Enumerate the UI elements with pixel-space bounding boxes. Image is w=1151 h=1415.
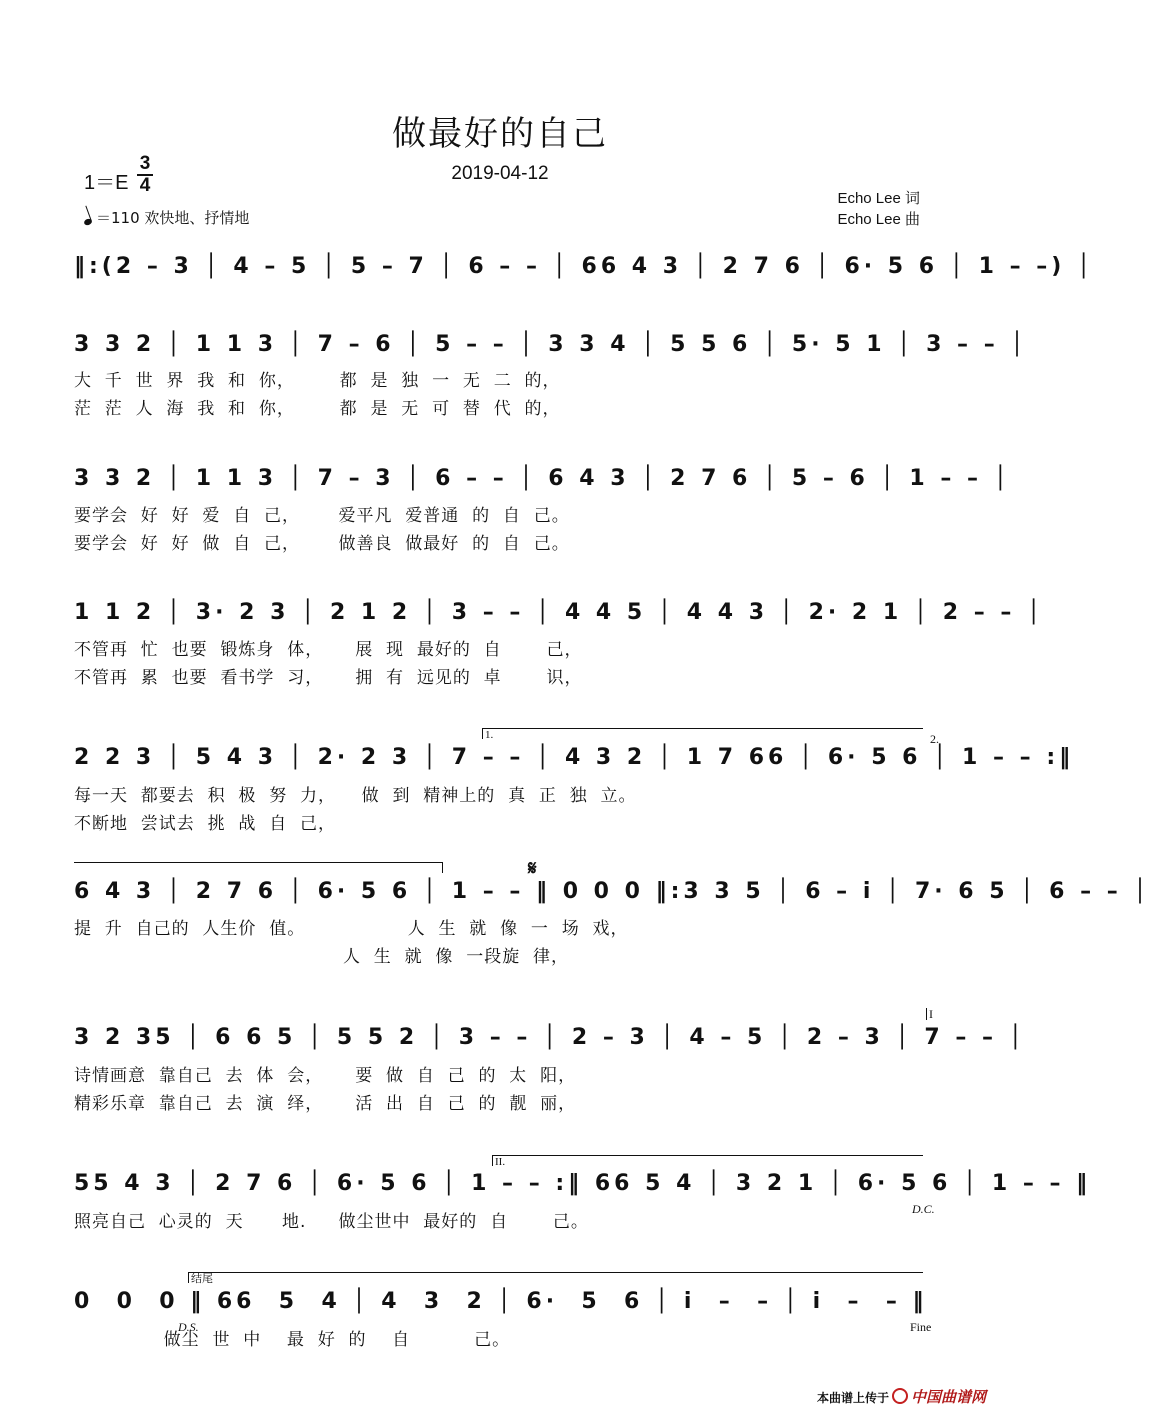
notation-line: 2 2 3 │ 5 4 3 │ 2· 2 3 │ 7 – – │ 4 3 2 │ 1 7 66 │ 6· 5 6 │ 1 – – :‖ <box>74 745 1075 770</box>
key-signature: 1＝E <box>84 172 129 194</box>
lyric-line: 不断地 尝试去 挑 战 自 己， <box>74 814 337 834</box>
lyric-line: 人 生 就 像 一段旋 律， <box>74 947 569 967</box>
notation-line: ‖:(2 – 3 │ 4 – 5 │ 5 – 7 │ 6 – – │ 66 4 3 │ 2 7 6 │ 6· 5 6 │ 1 – –) │ <box>74 254 1095 279</box>
lyric-line: 大 千 世 界 我 和 你， 都 是 独 一 无 二 的， <box>74 371 561 391</box>
notation-line: 55 4 3 │ 2 7 6 │ 6· 5 6 │ 1 – – :‖ 66 5 4 │ 3 2 1 │ 6· 5 6 │ 1 – – ‖ <box>74 1171 1092 1196</box>
page-title: 做最好的自己 <box>392 114 608 154</box>
lyric-line: 提 升 自己的 人生价 值。 人 生 就 像 一 场 戏， <box>74 919 629 939</box>
time-signature <box>136 154 154 196</box>
notation-line: 3 3 2 │ 1 1 3 │ 7 – 6 │ 5 – – │ 3 3 4 │ 5 5 6 │ 5· 5 1 │ 3 – – │ <box>74 332 1028 357</box>
volta-bracket-1: 1. <box>482 728 923 739</box>
dc-mark: D.C. <box>912 1202 935 1216</box>
notation-line: 3 3 2 │ 1 1 3 │ 7 – 3 │ 6 – – │ 6 4 3 │ 2 7 6 │ 5 – 6 │ 1 – – │ <box>74 466 1011 491</box>
lyric-line: 诗情画意 靠自己 去 体 会， 要 做 自 己 的 太 阳， <box>74 1066 577 1086</box>
volta-2-label: 2. <box>930 732 939 746</box>
composer: Echo Lee 曲 <box>837 211 920 228</box>
footer-text: 本曲谱上传于 <box>816 1391 889 1405</box>
footer <box>817 1386 986 1407</box>
notation-line: 3 2 35 │ 6 6 5 │ 5 5 2 │ 3 – – │ 2 – 3 │ 4 – 5 │ 2 – 3 │ 7 – – │ <box>74 1025 1026 1050</box>
notation-line: 0 0 0 ‖ 66 5 4 │ 4 3 2 │ 6· 5 6 │ i – – │ i – – ‖ <box>74 1289 928 1314</box>
fine-mark: Fine <box>910 1320 932 1334</box>
volta-bracket-2 <box>74 862 443 873</box>
quarter-note-icon <box>83 218 93 226</box>
coda-bracket: 结尾 <box>188 1272 923 1283</box>
segno-icon: 𝄋 <box>528 856 537 880</box>
volta-bracket-II: II. <box>492 1155 923 1166</box>
lyric-line: 每一天 都要去 积 极 努 力， 做 到 精神上的 真 正 独 立。 <box>74 786 637 806</box>
lyric-line: 茫 茫 人 海 我 和 你， 都 是 无 可 替 代 的， <box>74 399 561 419</box>
lyric-line: 不管再 忙 也要 锻炼身 体， 展 现 最好的 自 己， <box>74 640 583 660</box>
volta-I-label: I <box>926 1008 933 1020</box>
credits <box>837 188 920 230</box>
lyric-line: 做尘 世 中 最 好 的 自 己。 <box>74 1330 511 1350</box>
lyric-line: 要学会 好 好 爱 自 己， 爱平凡 爱普通 的 自 己。 <box>74 506 570 526</box>
ds-mark: D.S. <box>178 1320 199 1334</box>
lyric-line: 精彩乐章 靠自己 去 演 绎， 活 出 自 己 的 靓 丽， <box>74 1094 577 1114</box>
lyric-line: 照亮自己 心灵的 天 地. 做尘世中 最好的 自 己。 <box>74 1212 589 1232</box>
notation-line: 1 1 2 │ 3· 2 3 │ 2 1 2 │ 3 – – │ 4 4 5 │ 4 4 3 │ 2· 2 1 │ 2 – – │ <box>74 600 1045 625</box>
time-signature-bottom: 4 <box>139 175 151 196</box>
notation-line: 6 4 3 │ 2 7 6 │ 6· 5 6 │ 1 – – ‖ 0 0 0 ‖:3 3 5 │ 6 – i │ 7· 6 5 │ 6 – – │ <box>74 879 1151 904</box>
tempo-marking <box>84 207 249 228</box>
lyric-line: 要学会 好 好 做 自 己， 做善良 做最好 的 自 己。 <box>74 534 570 554</box>
footer-site-link[interactable]: 中国曲谱网 <box>910 1388 986 1406</box>
lyricist: Echo Lee 词 <box>837 190 920 207</box>
site-logo-icon <box>892 1388 908 1404</box>
date: 2019-04-12 <box>451 163 549 184</box>
lyric-line: 不管再 累 也要 看书学 习， 拥 有 远见的 卓 识， <box>74 668 583 688</box>
time-signature-top: 3 <box>139 153 151 174</box>
tempo-text: ＝110 欢快地、抒情地 <box>96 209 250 227</box>
